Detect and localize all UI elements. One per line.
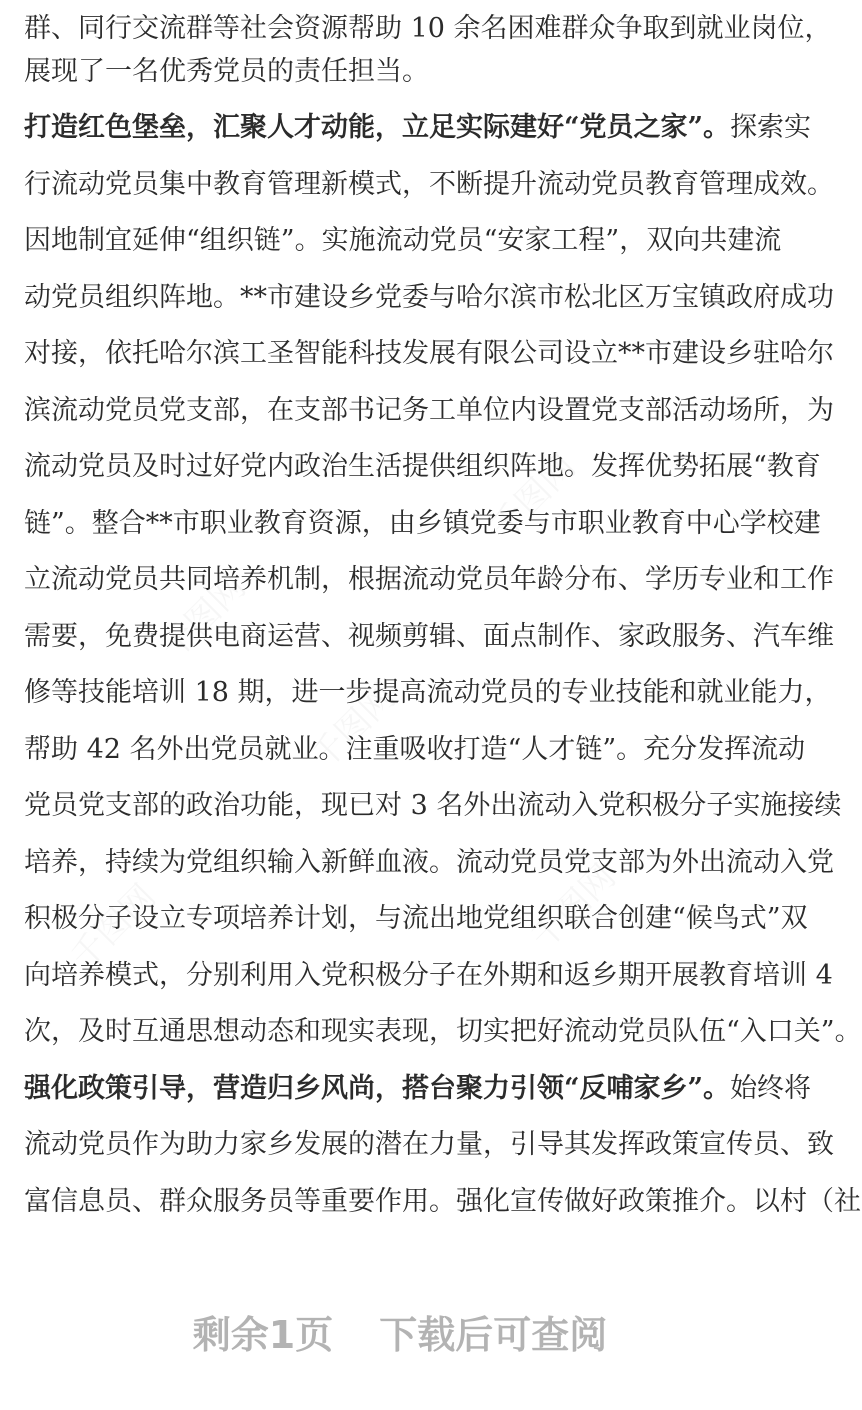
- line-text: 立流动党员共同培养机制，根据流动党员年龄分布、学历专业和工作: [24, 564, 834, 595]
- text-line: [24, 269, 834, 326]
- text-line: [24, 43, 429, 100]
- text-line: [24, 947, 833, 1004]
- text-line: [24, 99, 811, 156]
- text-line: [24, 1060, 811, 1117]
- line-text: 流动党员作为助力家乡发展的潜在力量，引导其发挥政策宣传员、致: [24, 1129, 834, 1160]
- line-text: 向培养模式，分别利用入党积极分子在外期和返乡期开展教育培训 4: [24, 960, 833, 991]
- line-text: 培养，持续为党组织输入新鲜血液。流动党员党支部为外出流动入党: [24, 847, 834, 878]
- line-text: 对接，依托哈尔滨工圣智能科技发展有限公司设立**市建设乡驻哈尔: [24, 338, 834, 369]
- line-text: 需要，免费提供电商运营、视频剪辑、面点制作、家政服务、汽车维: [24, 621, 834, 652]
- text-line: [24, 551, 834, 608]
- line-text: 修等技能培训 18 期，进一步提高流动党员的专业技能和就业能力，: [24, 677, 832, 708]
- line-bold-text: 打造红色堡垒，汇聚人才动能，立足实际建好“党员之家”。: [24, 112, 731, 143]
- line-text: 积极分子设立专项培养计划，与流出地党组织联合创建“候鸟式”双: [24, 903, 808, 934]
- line-text: 富信息员、群众服务员等重要作用。强化宣传做好政策推介。以村（社: [24, 1186, 861, 1217]
- text-line: [24, 438, 821, 495]
- line-text: 展现了一名优秀党员的责任担当。: [24, 56, 429, 87]
- text-line: [24, 382, 834, 439]
- line-text: 党员党支部的政治功能，现已对 3 名外出流动入党积极分子实施接续: [24, 790, 842, 821]
- text-line: [24, 664, 832, 721]
- line-text: 链”。整合**市职业教育资源，由乡镇党委与市职业教育中心学校建: [24, 508, 821, 539]
- text-line: [24, 721, 805, 778]
- text-line: [24, 1173, 861, 1230]
- text-line: [24, 495, 821, 552]
- line-text: 帮助 42 名外出党员就业。注重吸收打造“人才链”。充分发挥流动: [24, 734, 806, 765]
- line-text: 群、同行交流群等社会资源帮助 10 余名困难群众争取到就业岗位，: [24, 13, 832, 44]
- text-line: [24, 1003, 862, 1060]
- line-text: 探索实: [730, 112, 812, 143]
- line-text: 流动党员及时过好党内政治生活提供组织阵地。发挥优势拓展“教育: [24, 451, 821, 482]
- remaining-pages-label: 剩余1页: [192, 1313, 334, 1357]
- line-bold-text: 强化政策引导，营造归乡风尚，搭台聚力引领“反哺家乡”。: [24, 1073, 731, 1104]
- text-line: [24, 608, 834, 665]
- line-text: 因地制宜延伸“组织链”。实施流动党员“安家工程”，双向共建流: [24, 225, 782, 256]
- line-text: 动党员组织阵地。**市建设乡党委与哈尔滨市松北区万宝镇政府成功: [24, 282, 834, 313]
- text-line: [24, 834, 834, 891]
- line-text: 行流动党员集中教育管理新模式，不断提升流动党员教育管理成效。: [24, 169, 834, 200]
- line-text: 滨流动党员党支部，在支部书记务工单位内设置党支部活动场所，为: [24, 395, 834, 426]
- line-text: 始终将: [730, 1073, 812, 1104]
- text-line: [24, 777, 841, 834]
- text-line: [24, 890, 808, 947]
- text-line: [24, 325, 834, 382]
- line-text: 次，及时互通思想动态和现实表现，切实把好流动党员队伍“入口关”。: [24, 1016, 862, 1047]
- text-line: [24, 212, 781, 269]
- text-line: [24, 1116, 834, 1173]
- text-line: [24, 156, 834, 213]
- download-to-view-label: 下载后可查阅: [379, 1313, 608, 1357]
- download-prompt-banner[interactable]: [0, 1300, 800, 1370]
